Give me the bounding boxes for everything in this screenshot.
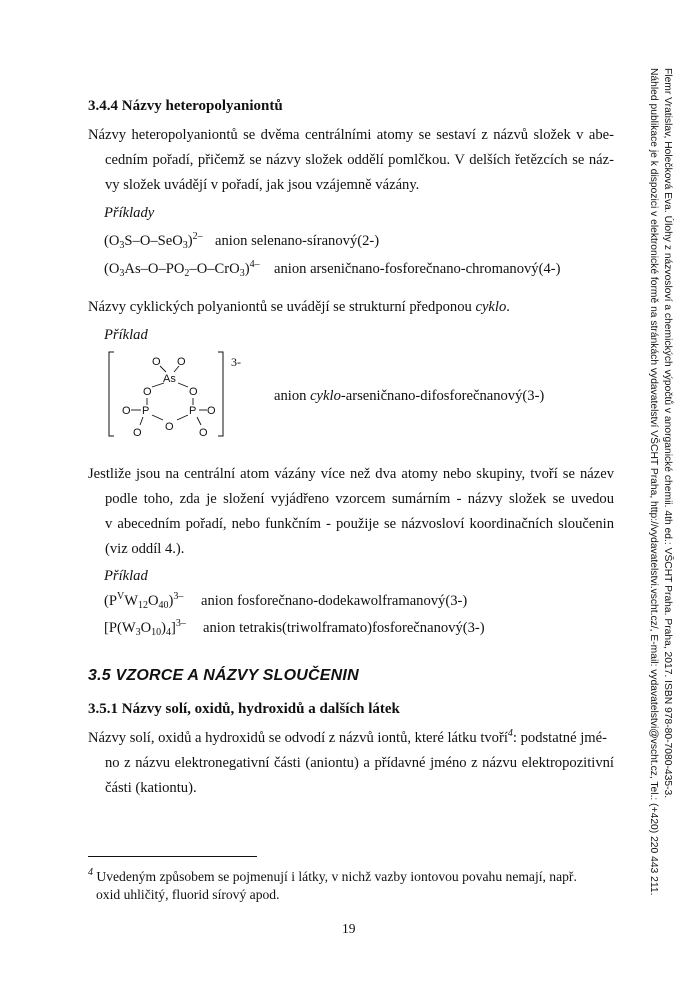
structure-name-prefix: anion (274, 388, 311, 404)
cyclic-paragraph (88, 298, 510, 316)
paragraph-line: Jestliže jsou na centrální atom vázány více než dva atomy nebo skupiny, tvoří se název (88, 466, 614, 482)
atom-o: O (143, 386, 152, 398)
paragraph-line: cedním pořadí, přičemž se názvy složek oddělí pomlčkou. V delších řetězcích se náz- (105, 152, 614, 168)
structure-name-italic: cyklo (310, 388, 341, 404)
atom-o: O (199, 427, 208, 439)
paragraph-line: no z názvu elektronegativní části (aniontu) a přídavné jméno z názvu elektropozitivní (105, 755, 614, 771)
footnote-line-2: oxid uhličitý, fluorid sírový apod. (96, 887, 280, 902)
sidebar-line-1: Flemr Vratislav, Holečková Eva. Úlohy z názvosloví a chemických výpočtů v anorganické chemii. 4th ed.: VŠCHT Praha. Praha, 2017. ISBN 978-80-7080-435-3. (662, 68, 673, 799)
paragraph-line: (viz oddíl 4.). (105, 541, 185, 557)
atoms (122, 356, 216, 439)
footnote-line-1 (88, 868, 577, 886)
structure-charge: 3- (231, 355, 241, 369)
formula-4: $[P(W_3O_{10})_4]^{3-}$ (104, 618, 186, 638)
paragraph-line: v abecedním pořadí, nebo funkčním - použije se názvosloví koordinačních sloučenin (105, 516, 614, 532)
publication-sidebar (636, 68, 676, 918)
structure-name (274, 387, 544, 405)
formula-1-name: anion selenano-síranový(2-) (215, 233, 380, 249)
atom-p: P (142, 405, 150, 417)
section-heading-3-4-4: 3.4.4 Názvy heteropolyaniontů (88, 98, 283, 114)
right-bracket (218, 352, 223, 436)
formula-2-name: anion arseničnano-fosforečnano-chromanový(4-) (274, 261, 561, 277)
examples-label: Příklady (104, 205, 155, 221)
atom-o: O (133, 427, 142, 439)
line-text: Názvy solí, oxidů a hydroxidů se odvodí z názvů iontů, které látku tvoří (88, 730, 508, 746)
line-text: : podstatné jmé- (512, 730, 607, 746)
paragraph-line: Názvy heteropolyaniontů se dvěma centrálními atomy se sestaví z názvů složek v abe- (88, 127, 614, 143)
page-number: 19 (342, 921, 356, 936)
formula-2: $(O_3As-O-PO_2-O-CrO_3)^{4-}$ (104, 259, 260, 279)
section-heading-3-5-1: 3.5.1 Názvy solí, oxidů, hydroxidů a dalších látek (88, 701, 400, 717)
atom-o: O (152, 356, 161, 368)
atom-o: O (165, 421, 174, 433)
sidebar-text (646, 68, 674, 895)
paragraph-line: podle toho, zda je složení vyjádřeno vzorcem sumárním - názvy složek se uvedou (105, 491, 614, 507)
left-bracket (109, 352, 114, 436)
example-label: Příklad (104, 568, 148, 584)
formula-1: $(O_3S-O-SeO_3)^{2-}$ (104, 231, 203, 251)
example-label: Příklad (104, 327, 148, 343)
cyclic-period: . (506, 299, 510, 315)
atom-p: P (189, 405, 197, 417)
structure-name-suffix: -arseničnano-difosforečnanový(3-) (340, 388, 545, 404)
formula-3: $(P^VW_{12}O_{40})^{3-}$ (104, 591, 184, 611)
atom-o: O (189, 386, 198, 398)
atom-o: O (122, 405, 131, 417)
section-heading-3-5: 3.5 VZORCE A NÁZVY SLOUČENIN (88, 667, 359, 684)
footnote-mark: 4 (88, 867, 93, 878)
paragraph-line (88, 729, 614, 747)
formula-3-name: anion fosforečnano-dodekawolframanový(3-) (201, 593, 468, 609)
cyclic-text: Názvy cyklických polyaniontů se uvádějí se strukturní předponou (88, 299, 476, 315)
paragraph-line: části (kationtu). (105, 780, 197, 796)
paragraph-line: vy složek uvádějí v pořadí, jak jsou vzájemně vázány. (105, 177, 420, 193)
formula-4-name: anion tetrakis(triwolframato)fosforečnanový(3-) (203, 620, 485, 636)
line-part (88, 729, 607, 747)
footnote-rule (88, 856, 257, 857)
atom-as: As (163, 373, 176, 385)
sidebar-line-2: Náhled publikace je k dispozici v elektronické formě na stránkách vydavatelství VŠCHT Praha, http://vydavatelstvi.vscht.cz/, E-mail: vydavatelstvi@vscht.cz, Tel.: (+420) 220 443 211. (648, 68, 659, 896)
atom-o: O (207, 405, 216, 417)
footnote-ref: 4 (507, 728, 513, 739)
cyclo-word: cyklo (475, 299, 507, 315)
atom-o: O (177, 356, 186, 368)
footnote-text: Uvedeným způsobem se pojmenují i látky, v nichž vazby iontovou povahu nemají, např. (96, 869, 577, 884)
